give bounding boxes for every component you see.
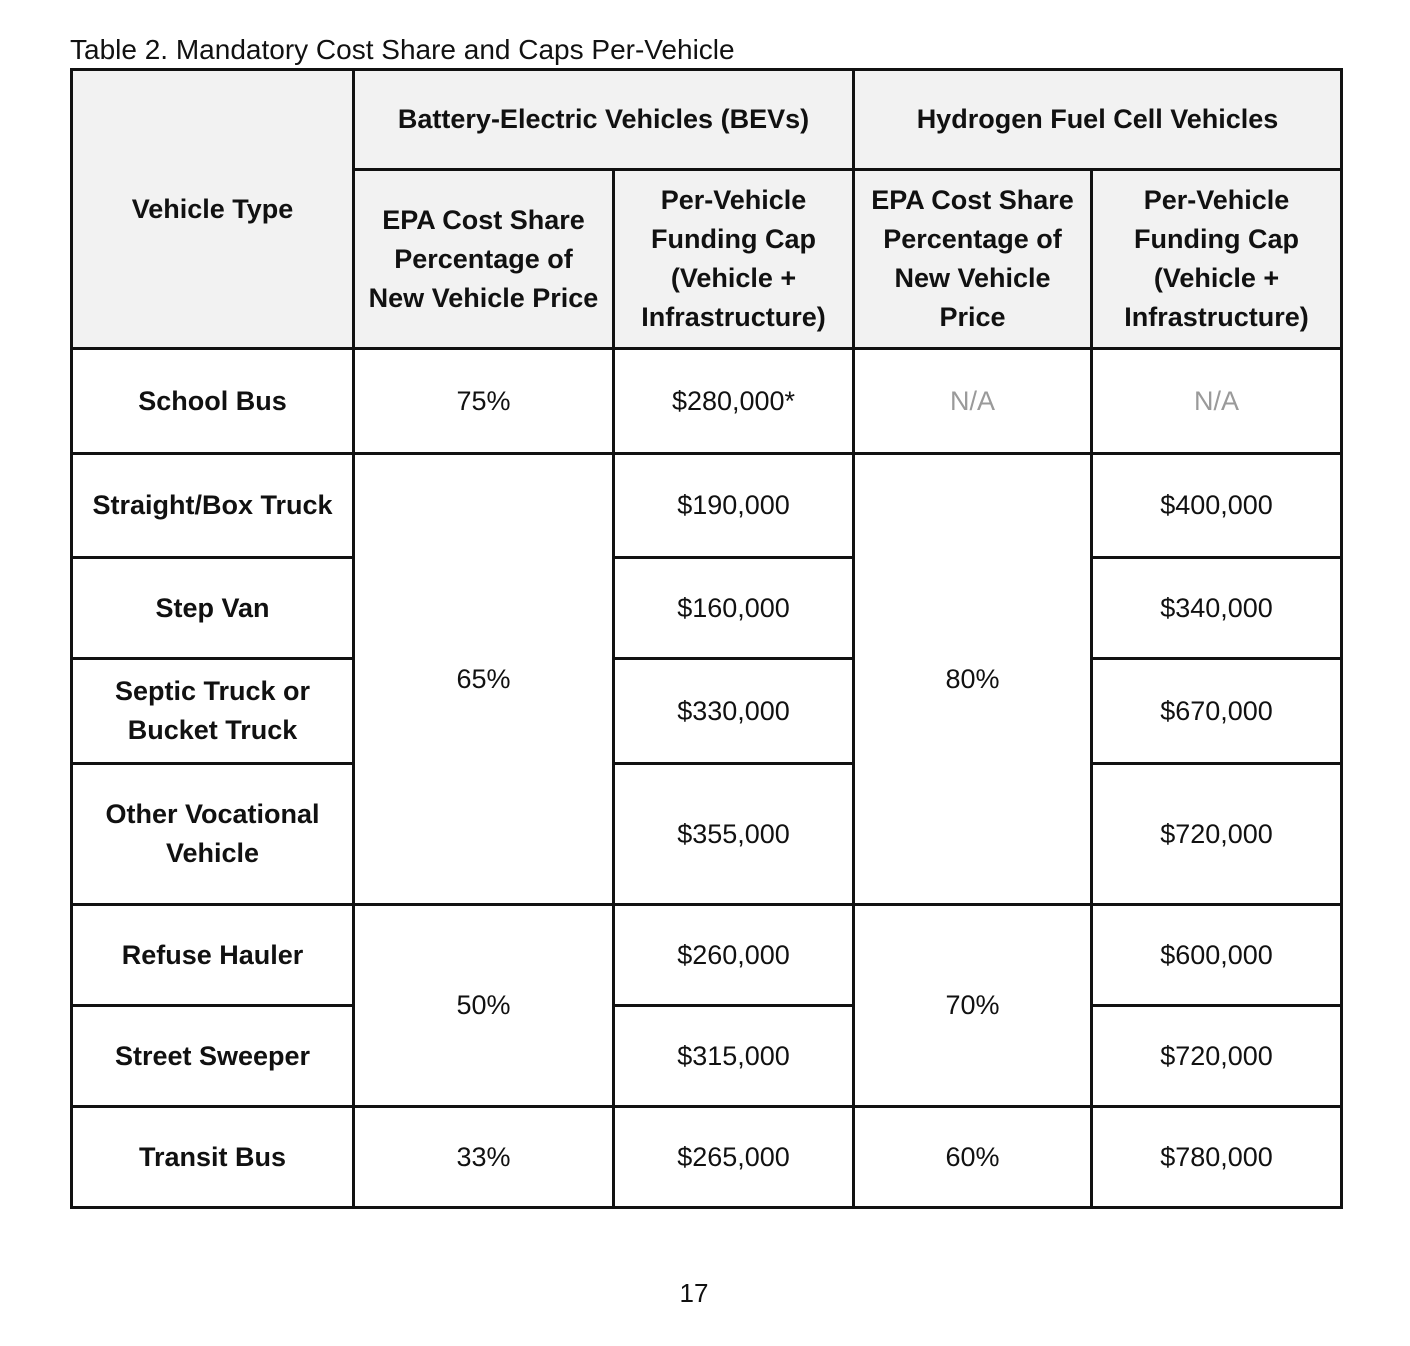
bev-cap-cell: $355,000 — [614, 764, 854, 905]
table-row — [72, 1107, 1342, 1208]
bev-cap-cell: $280,000* — [614, 349, 854, 454]
hfc-cap-cell: $600,000 — [1092, 905, 1342, 1006]
bev-cap-cell: $265,000 — [614, 1107, 854, 1208]
bev-cap-cell: $260,000 — [614, 905, 854, 1006]
hfc-share-cell: 60% — [854, 1107, 1092, 1208]
vehicle-type-cell: Straight/Box Truck — [72, 454, 354, 558]
table-row — [72, 1006, 1342, 1107]
hfc-cap-cell: $720,000 — [1092, 1006, 1342, 1107]
header-bev-group: Battery-Electric Vehicles (BEVs) — [354, 70, 854, 170]
header-hfc-funding-cap: Per-Vehicle Funding Cap (Vehicle + Infrastructure) — [1092, 170, 1342, 349]
header-row-groups — [72, 70, 1342, 170]
vehicle-type-cell: Transit Bus — [72, 1107, 354, 1208]
hfc-share-cell: N/A — [854, 349, 1092, 454]
bev-share-cell: 75% — [354, 349, 614, 454]
hfc-share-merged-cell: 80% — [854, 454, 1092, 905]
bev-cap-cell: $190,000 — [614, 454, 854, 558]
table-row — [72, 905, 1342, 1006]
table-row — [72, 558, 1342, 659]
bev-cap-cell: $315,000 — [614, 1006, 854, 1107]
bev-cap-cell: $160,000 — [614, 558, 854, 659]
hfc-cap-cell: $400,000 — [1092, 454, 1342, 558]
hfc-cap-cell: $340,000 — [1092, 558, 1342, 659]
header-vehicle-type: Vehicle Type — [72, 70, 354, 349]
vehicle-type-cell: Refuse Hauler — [72, 905, 354, 1006]
header-bev-cost-share: EPA Cost Share Percentage of New Vehicle Price — [354, 170, 614, 349]
vehicle-type-cell: Other Vocational Vehicle — [72, 764, 354, 905]
hfc-cap-cell: $780,000 — [1092, 1107, 1342, 1208]
bev-share-merged-cell: 65% — [354, 454, 614, 905]
hfc-share-merged-cell: 70% — [854, 905, 1092, 1107]
bev-share-merged-cell: 50% — [354, 905, 614, 1107]
table-row — [72, 349, 1342, 454]
table-row — [72, 659, 1342, 764]
vehicle-type-cell: Step Van — [72, 558, 354, 659]
header-hfc-group: Hydrogen Fuel Cell Vehicles — [854, 70, 1342, 170]
vehicle-type-cell: Street Sweeper — [72, 1006, 354, 1107]
hfc-cap-cell: $670,000 — [1092, 659, 1342, 764]
page-number: 17 — [679, 1278, 709, 1308]
table-row — [72, 454, 1342, 558]
header-hfc-cost-share: EPA Cost Share Percentage of New Vehicle Price — [854, 170, 1092, 349]
table-caption: Table 2. Mandatory Cost Share and Caps Per-Vehicle — [70, 34, 735, 65]
vehicle-type-cell: Septic Truck or Bucket Truck — [72, 659, 354, 764]
header-bev-funding-cap: Per-Vehicle Funding Cap (Vehicle + Infrastructure) — [614, 170, 854, 349]
vehicle-type-cell: School Bus — [72, 349, 354, 454]
hfc-cap-cell: $720,000 — [1092, 764, 1342, 905]
bev-cap-cell: $330,000 — [614, 659, 854, 764]
table-row — [72, 764, 1342, 905]
bev-share-cell: 33% — [354, 1107, 614, 1208]
cost-share-table — [70, 68, 1343, 1209]
hfc-cap-cell: N/A — [1092, 349, 1342, 454]
